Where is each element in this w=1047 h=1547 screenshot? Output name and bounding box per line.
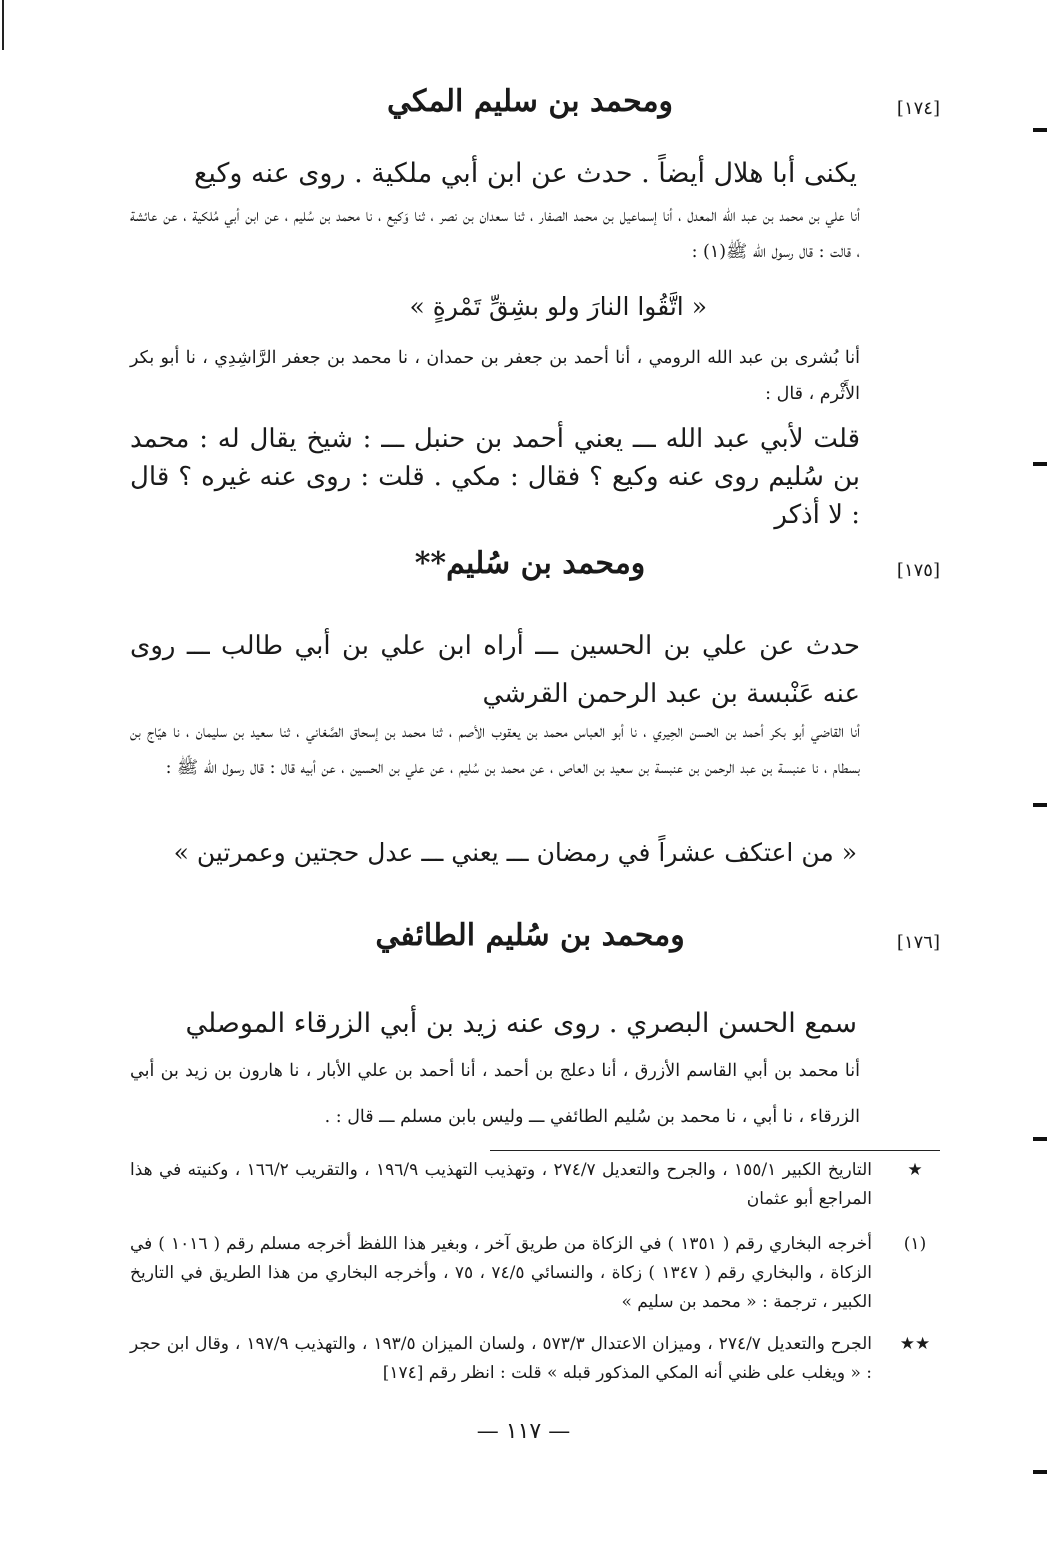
footnote	[130, 1330, 940, 1388]
entry-number: [١٧٦]	[896, 932, 940, 953]
footnote-marker: ★★	[899, 1334, 931, 1354]
entry-header-174	[120, 84, 940, 134]
entry-lead-text: يكنى أبا هلال أيضاً . حدث عن ابن أبي ملكية . روى عنه وكيع	[193, 158, 857, 189]
scan-edge-mark	[1033, 462, 1047, 466]
footnote	[130, 1230, 940, 1317]
narrative-paragraph: حدث عن علي بن الحسين ـــ أراه ابن علي بن أبي طالب ـــ روى عنه عَنْبسة بن عبد الرحمن القرشي	[130, 631, 860, 709]
entry-number: [١٧٥]	[896, 560, 940, 581]
hadith-quote: « من اعتكف عشراً في رمضان ـــ يعني ـــ عدل حجتين وعمرتين »	[173, 838, 857, 867]
entry-title: ومحمد بن سليم المكي	[386, 84, 673, 119]
entry-title: ومحمد بن سُليم الطائفي	[375, 918, 685, 953]
footnote-text: أخرجه البخاري رقم ( ١٣٥١ ) في الزكاة من طريق آخر ، وبغير هذا اللفظ أخرجه مسلم رقم ( ١٠١٦ ) في الزكاة ، والبخاري رقم ( ١٣٤٧ ) زكاة ، والنسائي ٧٤/٥ ، ٧٥ ، وأخرجه البخاري من هذا الطريق في التاريخ الكبير ، ترجمة : « محمد بن سليم »	[130, 1234, 872, 1312]
hadith-quote: « اتَّقُوا النارَ ولو بشِقِّ تَمْرةٍ »	[409, 292, 707, 321]
page-number: — ١١٧ —	[476, 1419, 571, 1444]
footnote	[130, 1156, 940, 1214]
entry-title: ومحمد بن سُليم**	[414, 546, 646, 581]
scan-edge-mark	[1033, 1137, 1047, 1141]
scan-edge-mark	[1033, 1470, 1047, 1474]
entry-header-176	[120, 918, 940, 968]
footnote-marker: (١)	[903, 1234, 927, 1254]
isnad-paragraph: أنا محمد بن أبي القاسم الأزرق ، أنا دعلج بن أحمد ، أنا أحمد بن علي الأبار ، نا هارون بن زيد بن أبي الزرقاء ، نا أبي ، نا محمد بن سُليم الطائفي ـــ وليس بابن مسلم ـــ قال : .	[130, 1061, 860, 1127]
footnote-marker: ★	[907, 1160, 923, 1180]
footnote-text: الجرح والتعديل ٢٧٤/٧ ، وميزان الاعتدال ٥٧٣/٣ ، ولسان الميزان ١٩٣/٥ ، والتهذيب ١٩٧/٩ ، وقال ابن حجر : « ويغلب على ظني أنه المكي المذكور قبله » قلت : انظر رقم [١٧٤]	[130, 1334, 873, 1383]
scan-edge-mark	[1033, 128, 1047, 132]
binding-edge	[2, 0, 4, 50]
footnote-text: التاريخ الكبير ١٥٥/١ ، والجرح والتعديل ٢٧٤/٧ ، وتهذيب التهذيب ١٩٦/٩ ، والتقريب ١٦٦/٢ ، وكنيته في هذا المراجع أبو عثمان	[130, 1160, 872, 1209]
isnad-paragraph: أنا علي بن محمد بن عبد الله المعدل ، أنا إسماعيل بن محمد الصفار ، ثنا سعدان بن نصر ، ثنا وَكيع ، نا محمد بن سُليم ، عن ابن أبي مُلكية ، عن عائشة ، قالت : قال رسول الله ﷺ(١) :	[130, 206, 860, 262]
isnad-paragraph: أنا بُشرى بن عبد الله الرومي ، أنا أحمد بن جعفر بن حمدان ، نا محمد بن جعفر الرَّاشِدِي ، نا أبو بكر الأَثْرم ، قال :	[130, 348, 860, 404]
entry-number: [١٧٤]	[896, 98, 940, 119]
footnote-separator	[490, 1150, 940, 1151]
scan-edge-mark	[1033, 803, 1047, 807]
isnad-paragraph: أنا القاضي أبو بكر أحمد بن الحسن الحِيري ، نا أبو العباس محمد بن يعقوب الأصم ، ثنا محمد بن إسحاق الصَّغاني ، ثنا سعيد بن سليمان ، نا هيّاج بن بسطام ، نا عنبسة بن عبد الرحمن بن عنبسة بن سعيد بن العاص ، عن محمد بن سُليم ، عن علي بن الحسين ، عن أبيه قال : قال رسول الله ﷺ :	[130, 722, 860, 778]
narrative-paragraph: قلت لأبي عبد الله ـــ يعني أحمد بن حنبل ـــ : شيخ يقال له : محمد بن سُليم روى عنه وكيع ؟ فقال : مكي . قلت : روى عنه غيره ؟ قال : لا أذكر	[130, 424, 860, 530]
entry-header-175	[120, 546, 940, 596]
entry-lead-text: سمع الحسن البصري . روى عنه زيد بن أبي الزرقاء الموصلي	[185, 1008, 857, 1039]
